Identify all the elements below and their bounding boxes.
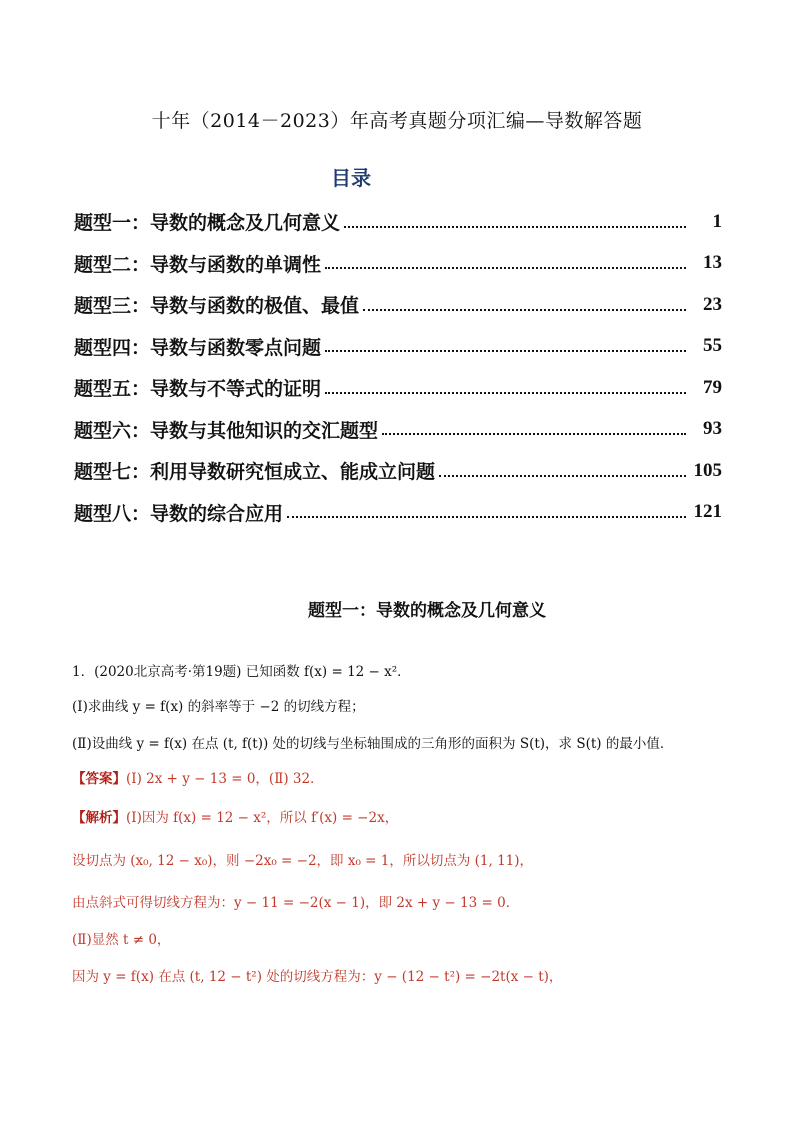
toc-dot-leader xyxy=(363,303,686,311)
toc-entry[interactable] xyxy=(74,284,722,326)
analysis-line: 由点斜式可得切线方程为：y − 11 = −2(x − 1)，即 2x + y − 13 = 0． xyxy=(72,895,520,911)
toc-entry[interactable] xyxy=(74,492,722,534)
toc-dot-leader xyxy=(344,220,686,228)
toc-entry-page: 55 xyxy=(703,335,722,357)
analysis-line: 因为 y = f(x) 在点 (t, 12 − t²) 处的切线方程为：y − (12 − t²) = −2t(x − t)， xyxy=(72,969,563,985)
toc-dot-leader xyxy=(325,386,686,394)
toc-entry-label: 题型四：导数与函数零点问题 xyxy=(74,336,322,359)
toc-dot-leader xyxy=(325,344,686,352)
toc-dot-leader xyxy=(325,261,686,269)
page-title: 十年（2014－2023）年高考真题分项汇编—导数解答题 xyxy=(151,110,643,132)
toc-entry[interactable] xyxy=(74,367,722,409)
analysis-line: (Ⅱ)显然 t ≠ 0， xyxy=(72,932,171,948)
toc-entry-page: 79 xyxy=(703,376,722,398)
toc-entry-page: 121 xyxy=(693,501,722,523)
problem-part-2: (Ⅱ)设曲线 y = f(x) 在点 (t, f(t)) 处的切线与坐标轴围成的三角形的面积为 S(t)，求 S(t) 的最小值． xyxy=(72,736,674,752)
toc-entry-page: 23 xyxy=(703,293,722,315)
toc-dot-leader xyxy=(439,469,686,477)
problem-part-1: (Ⅰ)求曲线 y = f(x) 的斜率等于 −2 的切线方程； xyxy=(72,699,365,715)
answer-line xyxy=(72,769,324,789)
analysis-tag: 【解析】 xyxy=(72,810,126,826)
analysis-line xyxy=(72,808,398,828)
toc-entry-page: 13 xyxy=(703,252,722,274)
toc-entry[interactable] xyxy=(74,326,722,368)
toc-entry-label: 题型五：导数与不等式的证明 xyxy=(74,378,322,401)
table-of-contents xyxy=(74,201,722,533)
toc-entry-label: 题型六：导数与其他知识的交汇题型 xyxy=(74,419,379,442)
toc-entry[interactable] xyxy=(74,201,722,243)
toc-entry-page: 1 xyxy=(712,210,722,232)
toc-entry-label: 题型七：利用导数研究恒成立、能成立问题 xyxy=(74,461,436,484)
toc-entry[interactable] xyxy=(74,243,722,285)
answer-tag: 【答案】 xyxy=(72,771,126,787)
toc-dot-leader xyxy=(382,427,686,435)
toc-entry-label: 题型三：导数与函数的极值、最值 xyxy=(74,295,360,318)
toc-entry-page: 93 xyxy=(703,418,722,440)
section-title: 题型一：导数的概念及几何意义 xyxy=(308,601,546,621)
problem-statement: 1．(2020北京高考·第19题) 已知函数 f(x) = 12 − x²． xyxy=(72,664,411,680)
toc-heading: 目录 xyxy=(331,166,371,190)
answer-text: (Ⅰ) 2x + y − 13 = 0，(Ⅱ) 32． xyxy=(126,771,324,787)
toc-entry-label: 题型一：导数的概念及几何意义 xyxy=(74,212,341,235)
analysis-line: 设切点为 (x₀, 12 − x₀)，则 −2x₀ = −2，即 x₀ = 1，所以切点为 (1, 11)， xyxy=(72,853,534,869)
toc-entry-page: 105 xyxy=(693,459,722,481)
toc-entry-label: 题型二：导数与函数的单调性 xyxy=(74,253,322,276)
toc-entry-label: 题型八：导数的综合应用 xyxy=(74,502,284,525)
toc-entry[interactable] xyxy=(74,409,722,451)
analysis-text: (Ⅰ)因为 f(x) = 12 − x²，所以 f′(x) = −2x， xyxy=(126,810,399,826)
toc-entry[interactable] xyxy=(74,450,722,492)
toc-dot-leader xyxy=(287,510,686,518)
